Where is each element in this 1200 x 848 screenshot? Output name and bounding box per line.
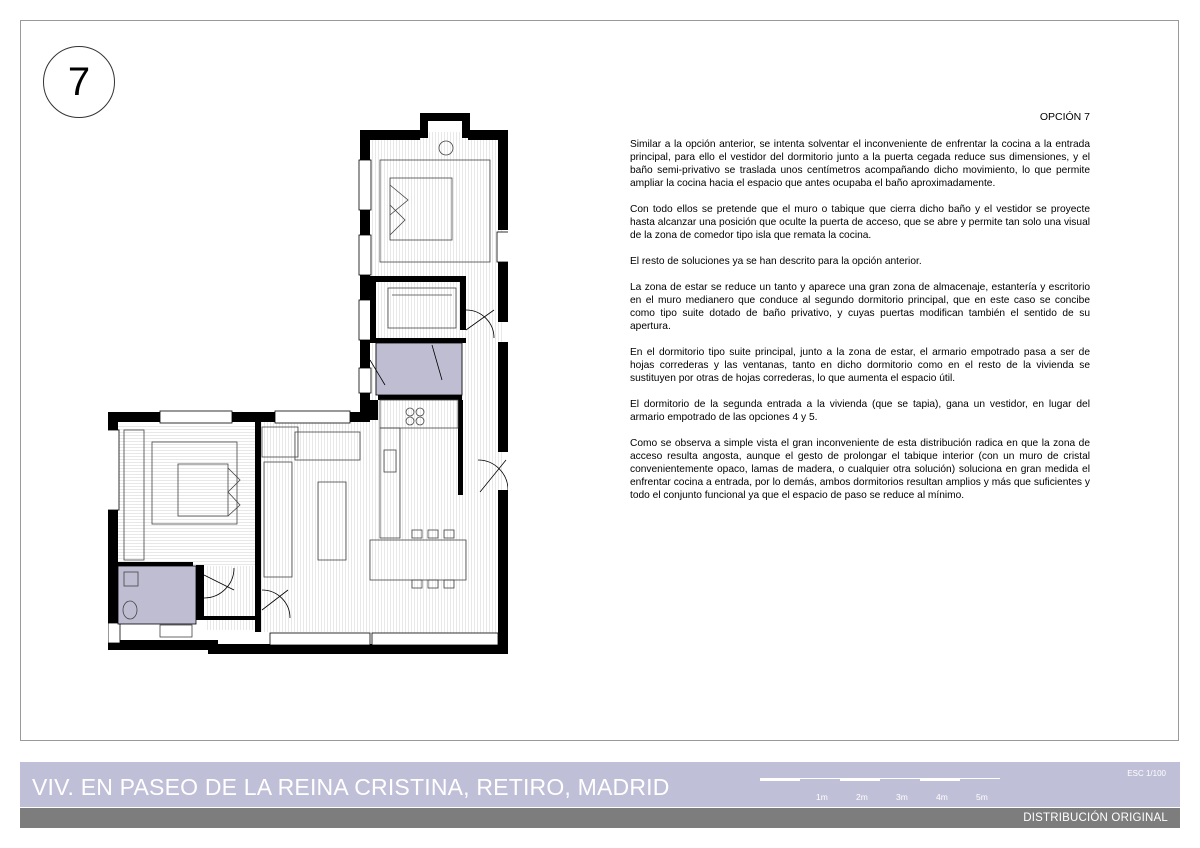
scale-label: ESC 1/100 [1127,769,1166,778]
footer-band [20,808,1180,828]
scale-tick: 5m [976,792,988,802]
scale-segment [760,778,800,781]
description-paragraph: El resto de soluciones ya se han descrito para la opción anterior. [630,256,922,267]
description-paragraph: En el dormitorio tipo suite principal, junto a la zona de estar, el armario empotrado pasa a ser de hojas correderas y las ventanas, tanto en dicho dormitorio como en el resto de la vivienda se sustituyen por otras de hojas correderas, lo que aumenta el espacio útil. [630,347,1090,384]
scale-segment [840,778,880,781]
option-number-badge [43,46,115,118]
graphic-scale-bar [760,778,1000,802]
description-paragraph: Como se observa a simple vista el gran inconveniente de esta distribución radica en que la zona de acceso resulta angosta, aunque el gesto de prolongar el tabique interior (con un muro de cristal convenientemente opaco, lamas de madera, o cualquier otra solución) soluciona en gran medida el enfrentar cocina a entrada, por lo demás, ambos dormitorios resultan amplios y más que suficientes y todo el conjunto funcional ya que el espacio de paso se reduce al mínimo. [630,438,1090,501]
scale-segment [880,778,920,781]
description-panel [630,111,1090,515]
description-paragraph: Con todo ellos se pretende que el muro o tabique que cierra dicho baño y el vestidor se proyecte hasta alcanzar una posición que oculte la puerta de acceso, que se abre y permite tan solo una visual de la zona de comedor tipo isla que remata la cocina. [630,204,1090,241]
scale-segment [920,778,960,781]
floor-plan [108,113,508,655]
scale-segment [960,778,1000,781]
scale-tick: 4m [936,792,948,802]
description-paragraph: El dormitorio de la segunda entrada a la vivienda (que se tapia), gana un vestidor, en lugar del armario empotrado de las opciones 4 y 5. [630,399,1090,423]
project-title: VIV. EN PASEO DE LA REINA CRISTINA, RETIRO, MADRID [32,774,670,800]
sheet-label: DISTRIBUCIÓN ORIGINAL [1023,812,1168,824]
scale-tick: 3m [896,792,908,802]
scale-tick: 1m [816,792,828,802]
description-paragraph: La zona de estar se reduce un tanto y aparece una gran zona de almacenaje, estantería y escritorio en el muro medianero que conduce al segundo dormitorio principal, que en este caso se concibe como tipo suite dotado de baño privativo, y cuyas puertas modifican también el sentido de su apertura. [630,282,1090,332]
scale-segment [800,778,840,781]
option-number: 7 [67,59,91,104]
scale-tick: 2m [856,792,868,802]
description-paragraph: Similar a la opción anterior, se intenta solventar el inconveniente de enfrentar la cocina a la entrada principal, para ello el vestidor del dormitorio junto a la puerta cegada reduce sus dimensiones, y el baño semi-privativo se traslada unos centímetros acompañando dicho movimiento, lo que permite ampliar la cocina hacia el espacio que antes ocupaba el baño aproximadamente. [630,139,1090,189]
title-band [20,762,1180,807]
option-heading: OPCIÓN 7 [1039,111,1090,123]
